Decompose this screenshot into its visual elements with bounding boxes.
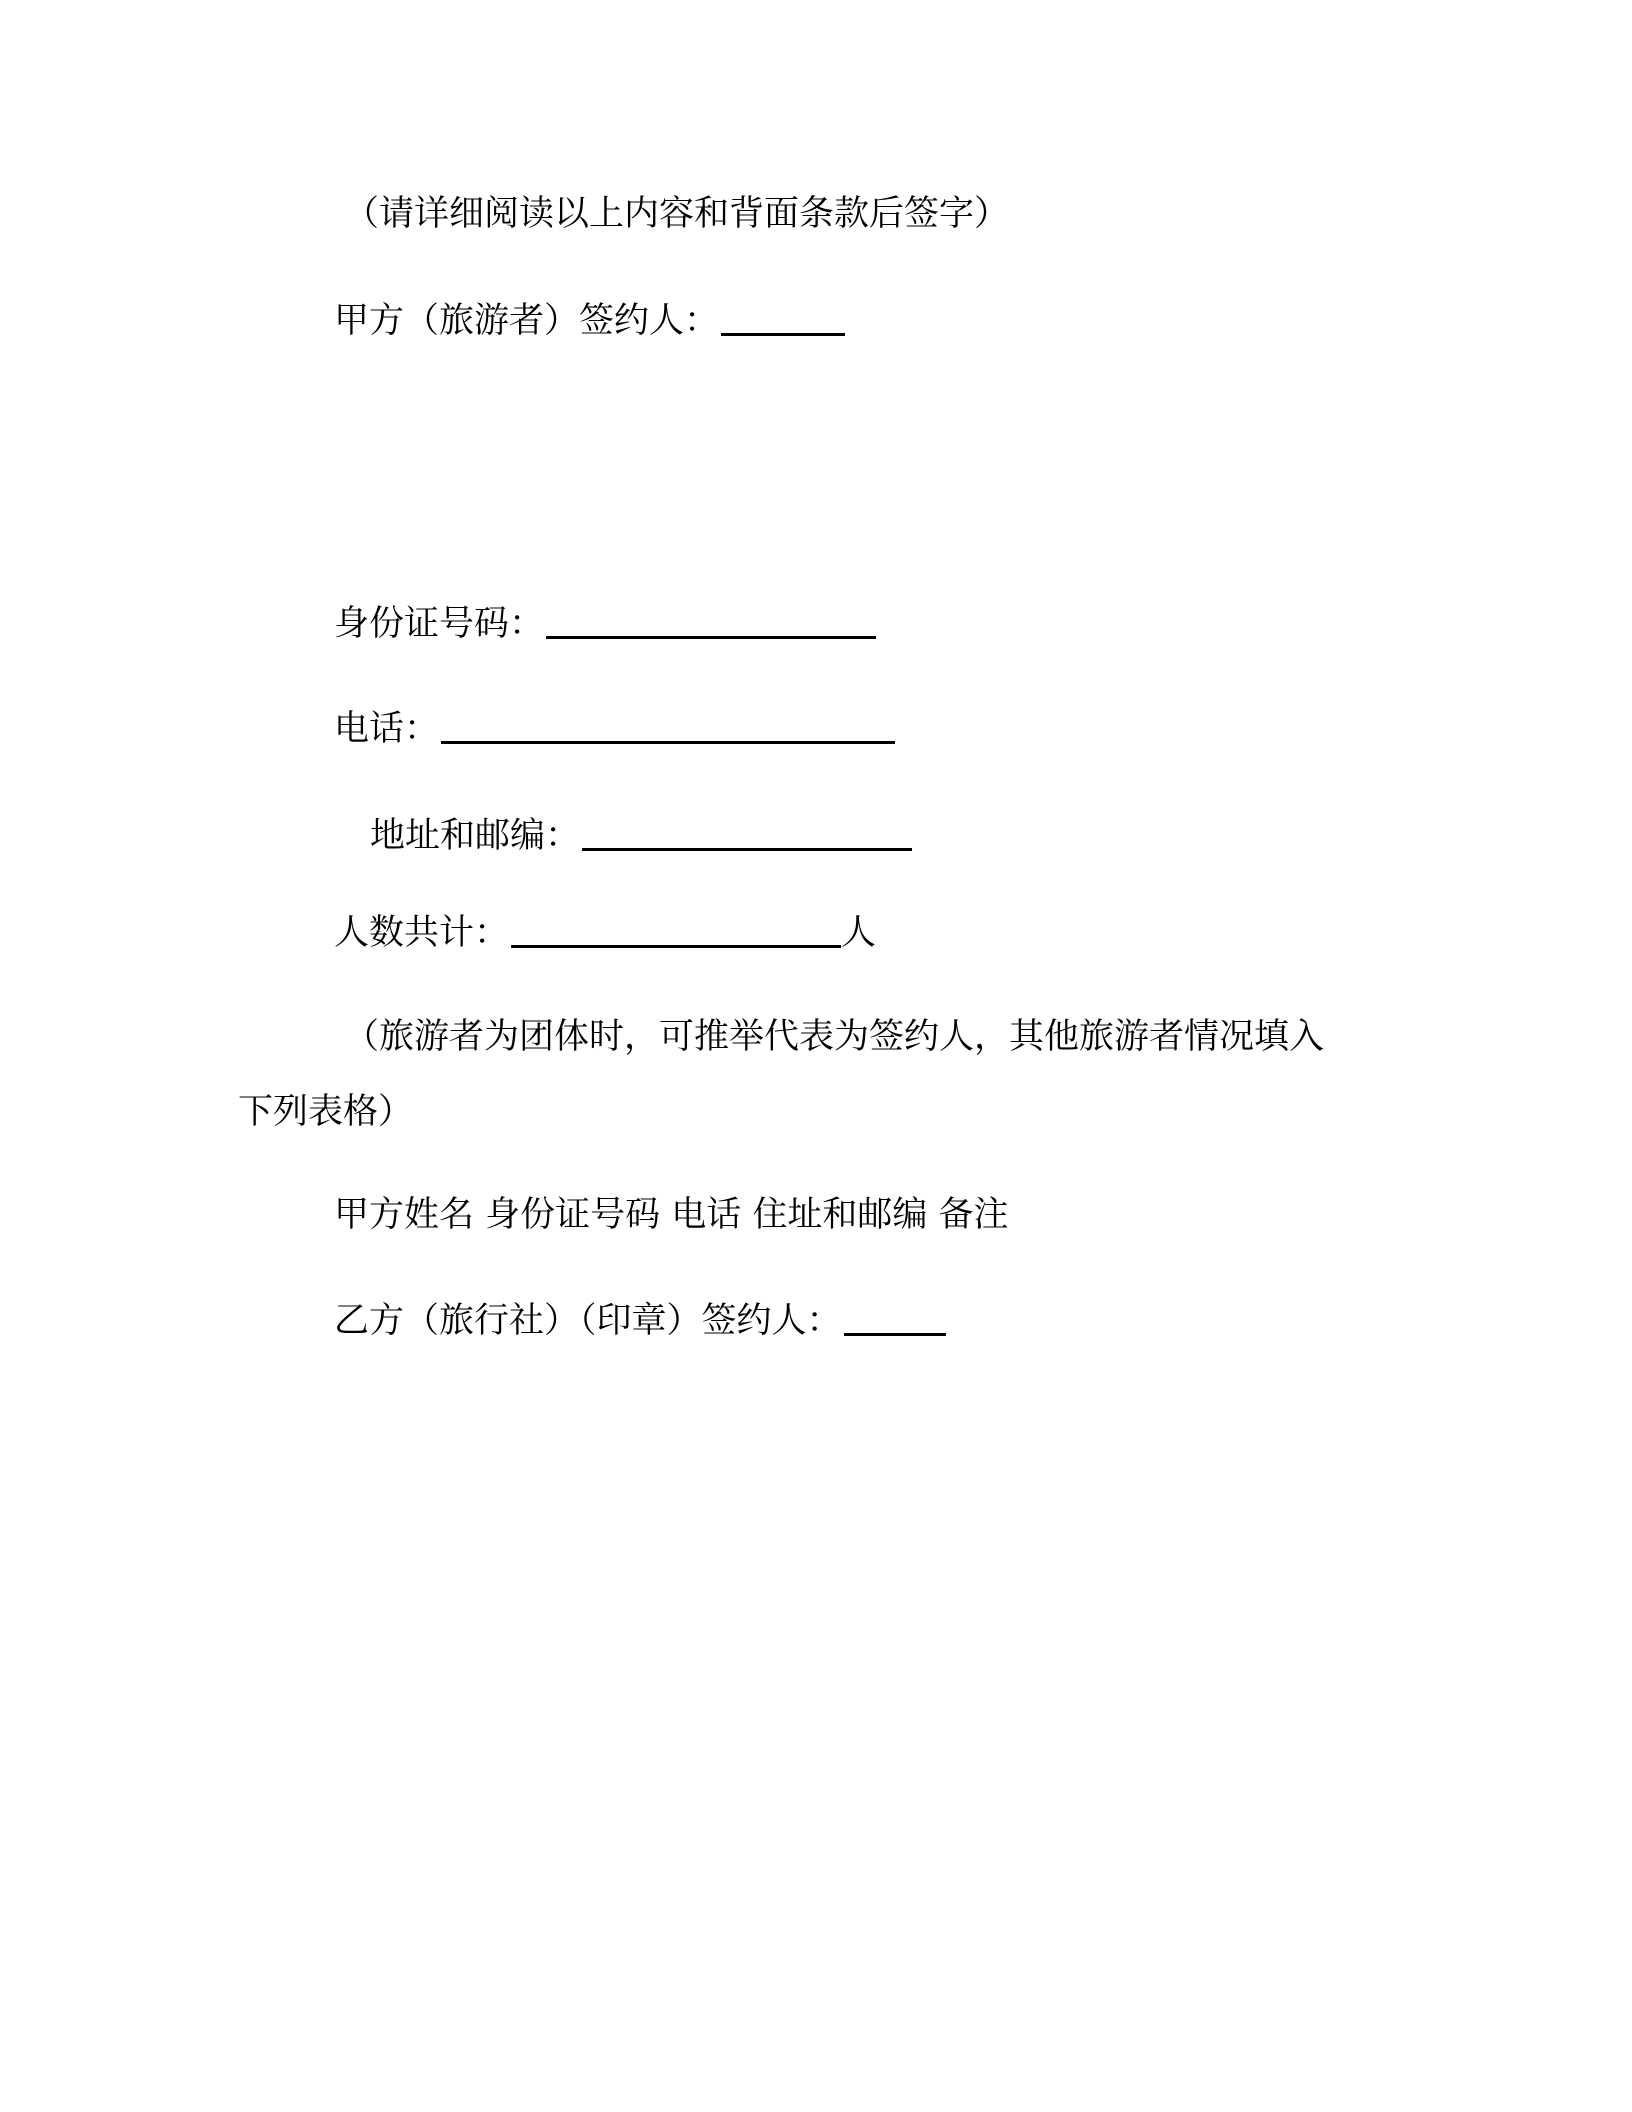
party-a-signer-row xyxy=(334,303,845,339)
group-note-line1: （旅游者为团体时，可推举代表为签约人，其他旅游者情况填入 xyxy=(344,1017,1325,1057)
party-a-signer-field[interactable] xyxy=(721,303,845,336)
address-field[interactable] xyxy=(582,818,912,851)
read-terms-note: （请详细阅读以上内容和背面条款后签字） xyxy=(344,194,1010,234)
party-a-signer-label: 甲方（旅游者）签约人： xyxy=(334,301,720,341)
headcount-label: 人数共计： xyxy=(334,913,510,953)
party-b-signer-field[interactable] xyxy=(844,1303,946,1336)
phone-field[interactable] xyxy=(441,711,895,744)
party-b-signer-label: 乙方（旅行社）（印章）签约人： xyxy=(334,1301,842,1341)
headcount-unit: 人 xyxy=(841,913,877,953)
id-number-field[interactable] xyxy=(546,606,876,639)
id-number-label: 身份证号码： xyxy=(334,604,545,644)
phone-row xyxy=(334,711,895,747)
headcount-field[interactable] xyxy=(511,915,841,948)
phone-label: 电话： xyxy=(334,709,440,749)
headcount-row xyxy=(334,915,876,951)
group-note-line2: 下列表格） xyxy=(238,1092,414,1132)
address-label: 地址和邮编： xyxy=(370,816,581,856)
party-b-signer-row xyxy=(334,1303,946,1339)
id-number-row xyxy=(334,606,876,642)
traveler-table-header: 甲方姓名 身份证号码 电话 住址和邮编 备注 xyxy=(334,1195,1009,1235)
address-row xyxy=(370,818,912,854)
